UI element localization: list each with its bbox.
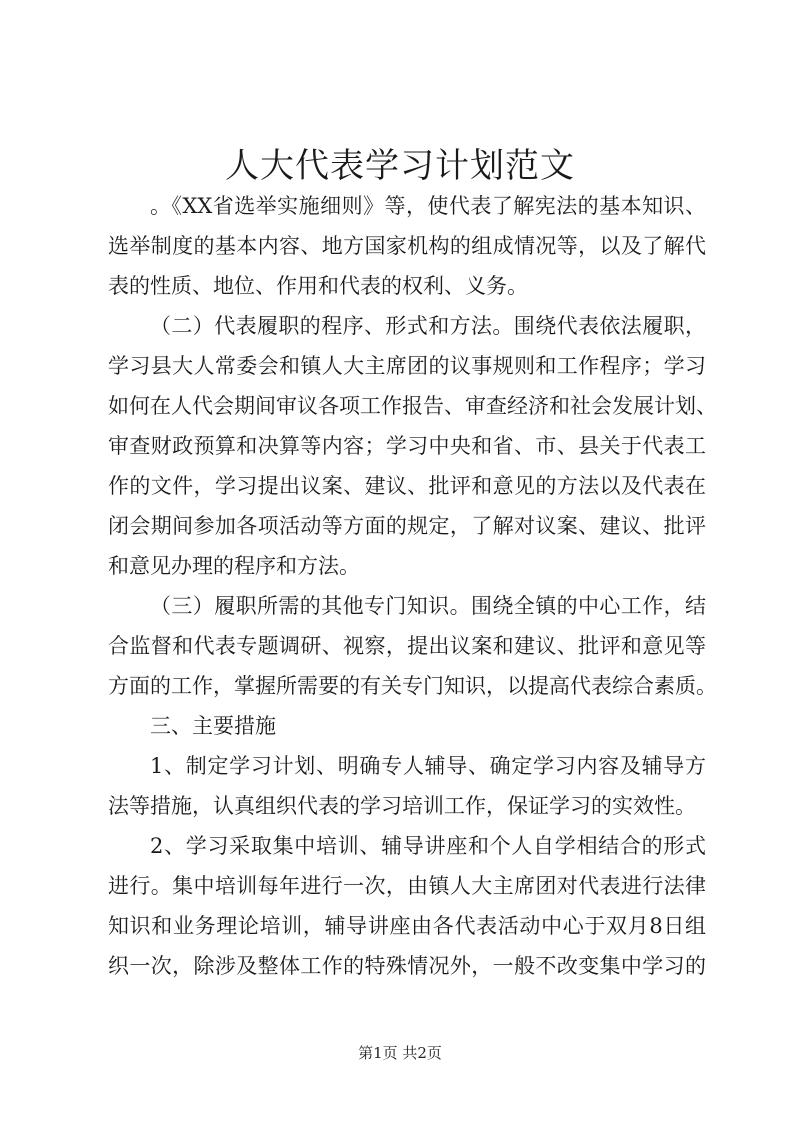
text-line: 。《XX省选举实施细则》等，使代表了解宪法的基本知识、 bbox=[150, 194, 706, 218]
document-body bbox=[108, 186, 717, 986]
text-line: 闭会期间参加各项活动等方面的规定，了解对议案、建议、批评 bbox=[108, 514, 706, 538]
text-line: 合监督和代表专题调研、视察，提出议案和建议、批评和意见等 bbox=[108, 634, 706, 658]
page-footer: 第1页 共2页 bbox=[358, 1044, 442, 1062]
text-line: 进行。集中培训每年进行一次，由镇人大主席团对代表进行法律 bbox=[108, 874, 706, 898]
text-line: 如何在人代会期间审议各项工作报告、审查经济和社会发展计划、 bbox=[108, 394, 717, 418]
text-line: 2、学习采取集中培训、辅导讲座和个人自学相结合的形式 bbox=[150, 834, 706, 858]
text-line: 审查财政预算和决算等内容；学习中央和省、市、县关于代表工 bbox=[108, 434, 706, 458]
document-title: 人大代表学习计划范文 bbox=[225, 146, 575, 186]
text-line: 作的文件，学习提出议案、建议、批评和意见的方法以及代表在 bbox=[108, 474, 706, 498]
text-line: 法等措施，认真组织代表的学习培训工作，保证学习的实效性。 bbox=[108, 794, 696, 818]
text-line: 和意见办理的程序和方法。 bbox=[108, 554, 360, 578]
text-line: 织一次，除涉及整体工作的特殊情况外，一般不改变集中学习的 bbox=[108, 954, 706, 978]
text-line: 三、主要措施 bbox=[150, 714, 276, 738]
text-line: 知识和业务理论培训，辅导讲座由各代表活动中心于双月8日组 bbox=[108, 914, 706, 938]
text-line: （三）履职所需的其他专门知识。围绕全镇的中心工作，结 bbox=[150, 594, 706, 618]
text-line: 学习县大人常委会和镇人大主席团的议事规则和工作程序；学习 bbox=[108, 354, 706, 378]
text-line: （二）代表履职的程序、形式和方法。围绕代表依法履职， bbox=[150, 314, 706, 338]
text-line: 1、制定学习计划、明确专人辅导、确定学习内容及辅导方 bbox=[150, 754, 706, 778]
text-line: 选举制度的基本内容、地方国家机构的组成情况等，以及了解代 bbox=[108, 234, 706, 258]
text-line: 方面的工作，掌握所需要的有关专门知识，以提高代表综合素质。 bbox=[108, 674, 717, 698]
text-line: 表的性质、地位、作用和代表的权利、义务。 bbox=[108, 274, 528, 298]
